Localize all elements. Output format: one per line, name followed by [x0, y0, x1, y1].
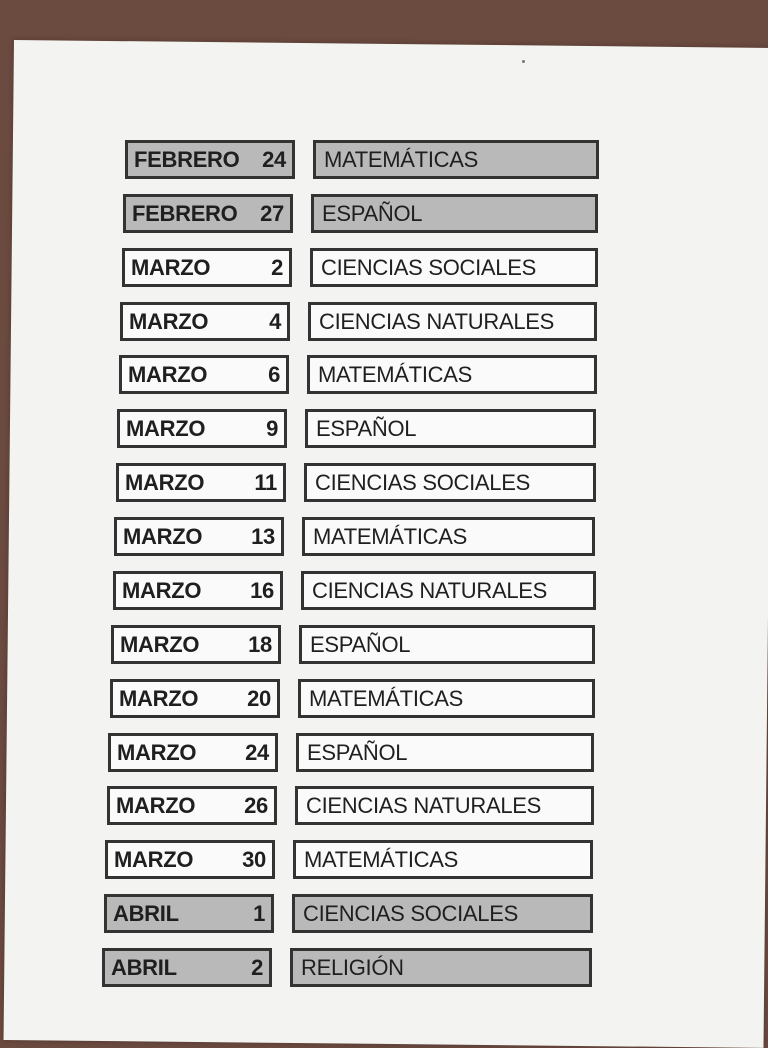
subject-cell	[302, 517, 595, 556]
subject-label: CIENCIAS NATURALES	[319, 308, 555, 334]
subject-label: MATEMÁTICAS	[313, 523, 467, 549]
month-label: ABRIL	[111, 954, 177, 980]
subject-label: MATEMÁTICAS	[324, 146, 478, 172]
date-cell	[108, 733, 278, 772]
subject-label: CIENCIAS NATURALES	[312, 577, 548, 603]
day-number: 24	[262, 146, 286, 172]
subject-cell	[304, 463, 596, 502]
subject-label: CIENCIAS SOCIALES	[315, 469, 530, 495]
date-cell	[110, 679, 280, 718]
month-label: MARZO	[116, 792, 196, 818]
date-cell	[113, 571, 283, 610]
day-number: 4	[269, 308, 281, 334]
subject-label: CIENCIAS SOCIALES	[321, 254, 536, 280]
date-cell	[114, 517, 284, 556]
date-cell	[105, 840, 275, 879]
day-number: 24	[245, 739, 269, 765]
date-cell	[125, 140, 295, 179]
month-label: FEBRERO	[134, 146, 240, 172]
subject-cell	[301, 571, 596, 610]
subject-cell	[290, 948, 592, 987]
subject-cell	[295, 786, 594, 825]
date-cell	[120, 302, 290, 341]
subject-cell	[310, 248, 598, 287]
month-label: ABRIL	[113, 900, 179, 926]
date-cell	[122, 248, 292, 287]
day-number: 27	[260, 200, 284, 226]
day-number: 30	[242, 846, 266, 872]
month-label: FEBRERO	[132, 200, 238, 226]
month-label: MARZO	[129, 308, 209, 334]
subject-label: ESPAÑOL	[310, 631, 411, 657]
month-label: MARZO	[114, 846, 194, 872]
date-cell	[107, 786, 277, 825]
subject-label: RELIGIÓN	[301, 954, 404, 980]
subject-label: MATEMÁTICAS	[318, 361, 472, 387]
subject-cell	[292, 894, 593, 933]
day-number: 11	[254, 469, 277, 495]
subject-label: CIENCIAS SOCIALES	[303, 900, 518, 926]
date-cell	[123, 194, 293, 233]
date-cell	[116, 463, 286, 502]
day-number: 26	[244, 792, 268, 818]
month-label: MARZO	[125, 469, 205, 495]
subject-label: MATEMÁTICAS	[309, 685, 463, 711]
month-label: MARZO	[117, 739, 197, 765]
subject-label: ESPAÑOL	[307, 739, 408, 765]
subject-cell	[307, 355, 597, 394]
month-label: MARZO	[126, 415, 206, 441]
subject-label: CIENCIAS NATURALES	[306, 792, 542, 818]
date-cell	[102, 948, 272, 987]
date-cell	[104, 894, 274, 933]
month-label: MARZO	[131, 254, 211, 280]
date-cell	[119, 355, 289, 394]
date-cell	[117, 409, 287, 448]
subject-cell	[308, 302, 597, 341]
subject-cell	[298, 679, 595, 718]
subject-cell	[305, 409, 596, 448]
month-label: MARZO	[128, 361, 208, 387]
day-number: 9	[266, 415, 278, 441]
day-number: 20	[247, 685, 271, 711]
subject-cell	[313, 140, 599, 179]
month-label: MARZO	[120, 631, 200, 657]
subject-label: MATEMÁTICAS	[304, 846, 458, 872]
day-number: 6	[268, 361, 280, 387]
day-number: 18	[248, 631, 272, 657]
subject-cell	[311, 194, 598, 233]
day-number: 2	[271, 254, 283, 280]
day-number: 16	[250, 577, 274, 603]
day-number: 1	[253, 900, 265, 926]
month-label: MARZO	[123, 523, 203, 549]
subject-label: ESPAÑOL	[316, 415, 417, 441]
subject-label: ESPAÑOL	[322, 200, 423, 226]
subject-cell	[296, 733, 594, 772]
month-label: MARZO	[119, 685, 199, 711]
subject-cell	[299, 625, 595, 664]
month-label: MARZO	[122, 577, 202, 603]
day-number: 13	[251, 523, 275, 549]
date-cell	[111, 625, 281, 664]
day-number: 2	[251, 954, 263, 980]
subject-cell	[293, 840, 593, 879]
